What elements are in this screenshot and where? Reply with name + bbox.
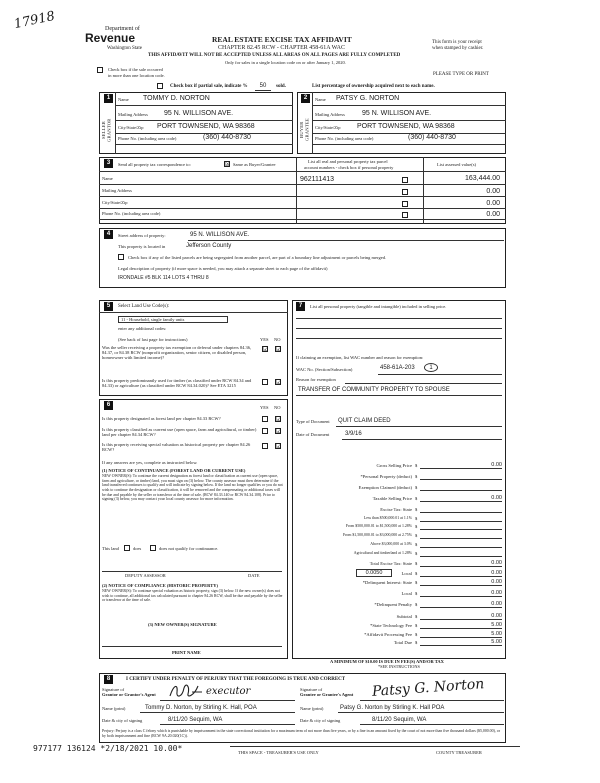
s3-mail-label: Mailing Address xyxy=(102,188,132,193)
grantee-sig-label-1: Signature of xyxy=(300,687,323,692)
segregated-label: Check box if any of the listed parcels are being segregated from another parcel, are part of a boundary line adjustment or parcels being merged. xyxy=(128,255,387,260)
parcel-personal-checkbox-1[interactable] xyxy=(402,177,408,183)
calc-label-10: Total Excise Tax: State xyxy=(369,561,412,566)
certify-text: I CERTIFY UNDER PENALTY OF PERJURY THAT THE FOREGOING IS TRUE AND CORRECT xyxy=(126,677,346,682)
treasurer-note: THIS SPACE - TREASURER'S USE ONLY xyxy=(238,750,319,755)
same-as-buyer-label: Same as Buyer/Grantee xyxy=(233,162,276,167)
calc-label-12: *Delinquent Interest: State xyxy=(362,580,412,585)
grantee-name-label: Name (print) xyxy=(300,706,324,711)
calc-label-7: From $1,500,000.01 to $3,000,000 at 2.75% xyxy=(342,533,412,537)
s3-name-label: Name xyxy=(102,176,113,181)
dept-line2: Revenue xyxy=(85,31,136,45)
dollar-sign: $ xyxy=(415,623,418,628)
calc-value-1[interactable] xyxy=(420,473,502,480)
minimum-note: A MINIMUM OF $10.00 IS DUE IN FEE(S) AND/OR TAX xyxy=(330,659,444,664)
parcel-personal-checkbox-3[interactable] xyxy=(402,201,408,207)
seller-phone-label: Phone No. (including area code) xyxy=(118,136,177,141)
wac-number[interactable]: 458-61A-203 xyxy=(380,365,415,371)
located-in-label: This property is located in xyxy=(118,244,166,249)
dollar-sign: $ xyxy=(415,614,418,619)
dollar-sign: $ xyxy=(415,516,418,521)
personal-property-label: List all personal property (tangible and intangible) included in selling price. xyxy=(310,304,447,309)
calc-label-17: *Affidavit Processing Fee xyxy=(364,632,412,637)
s6-q3-yes[interactable] xyxy=(262,443,268,449)
calc-value-17[interactable]: 5.00 xyxy=(420,631,502,638)
s6-q2-no[interactable]: ☑ xyxy=(276,428,282,435)
wac-label: WAC No. (Section/Subsection) xyxy=(296,367,353,372)
calc-value-14[interactable]: 0.00 xyxy=(420,601,502,608)
s5-question-1: Was the seller receiving a property tax exemption or deferral under chapters 84.36, 84.37, or 84.38 RCW (nonprofit organization, senior citizen, or disabled person, homeowner with limited income)? xyxy=(102,345,252,361)
land-use-label: Select Land Use Code(s): xyxy=(118,304,170,309)
seller-mail[interactable]: 95 N. WILLISON AVE. xyxy=(164,110,234,117)
buyer-city-label: City/State/Zip xyxy=(315,125,341,130)
calc-label-1: *Personal Property (deduct) xyxy=(360,474,412,479)
signature-scribble-icon xyxy=(168,682,204,700)
grantee-date-label: Date & city of signing xyxy=(300,718,341,723)
s3-city-label: City/State/Zip xyxy=(102,200,128,205)
calc-label-14: *Delinquent Penalty xyxy=(374,602,412,607)
buyer-mail[interactable]: 95 N. WILLISON AVE. xyxy=(362,110,432,117)
parcel-header-2: account numbers - check box if personal property xyxy=(304,165,394,170)
legal-desc-label: Legal description of property (if more space is needed, you may attach a separate sheet to each page of the affidavit) xyxy=(118,266,328,271)
does-qualify-checkbox[interactable] xyxy=(124,545,130,551)
print-note: PLEASE TYPE OR PRINT xyxy=(433,72,489,77)
calc-label-5: Less than $500,000.01 at 1.1% xyxy=(363,516,412,520)
calc-value-16[interactable]: 5.00 xyxy=(420,622,502,629)
dollar-sign: $ xyxy=(415,602,418,607)
doc-type[interactable]: QUIT CLAIM DEED xyxy=(338,418,391,424)
calc-value-3[interactable]: 0.00 xyxy=(420,495,502,502)
doc-date-label: Date of Document xyxy=(296,432,330,437)
s6-q3-no[interactable]: ☑ xyxy=(276,443,282,450)
seller-city-label: City/State/Zip xyxy=(118,125,144,130)
s6-ifany: If any answers are yes, complete as instructed below. xyxy=(102,460,198,465)
calc-label-3: Taxable Selling Price xyxy=(372,496,412,501)
s6-q1-no[interactable]: ☑ xyxy=(276,416,282,423)
calc-label-9: Agricultural and timberland at 1.28% xyxy=(353,551,412,555)
calc-value-4[interactable] xyxy=(420,506,502,513)
this-land-label: This land xyxy=(102,546,119,551)
segregated-checkbox[interactable] xyxy=(118,254,124,260)
parcel-header-1: List all real and personal property tax parcel xyxy=(308,159,388,164)
dollar-sign: $ xyxy=(415,542,418,547)
perjury-note: Perjury: Perjury is a class C felony which is punishable by imprisonment in the state correctional institution for a maximum term of not more than five years, or by a fine in an amount fixed by the court of not more than five thousand dollars ($5,000.00), or by both imprisonment and fine (RCW 9A.20.020(1C)). xyxy=(102,729,501,738)
does-not-label: does not qualify for continuance. xyxy=(159,546,219,551)
dept-line3: Washington State xyxy=(107,46,143,51)
new-owner-signature-label: (3) NEW OWNER(S) SIGNATURE xyxy=(148,622,217,627)
calc-value-7[interactable] xyxy=(420,532,502,539)
calc-label-2: Exemption Claimed (deduct) xyxy=(358,485,412,490)
calc-label-13: Local xyxy=(401,591,412,596)
section-8-number: 8 xyxy=(104,675,113,684)
section-2-number: 2 xyxy=(301,94,310,103)
dollar-sign: $ xyxy=(415,640,418,645)
section-3-number: 3 xyxy=(104,159,113,168)
partial-sold-label: sold. xyxy=(276,84,286,89)
dollar-sign: $ xyxy=(415,591,418,596)
corner-note: 17918 xyxy=(12,8,57,33)
instructions-note: (See back of last page for instructions) xyxy=(118,337,188,342)
see-instructions-note: *SEE INSTRUCTIONS xyxy=(378,664,420,669)
calc-label-15: Subtotal xyxy=(396,614,412,619)
s6-q2-yes[interactable] xyxy=(262,428,268,434)
assessed-header: List assessed value(s) xyxy=(437,162,476,167)
calc-label-18: Total Due xyxy=(393,640,412,645)
s5-q1-no[interactable]: ☑ xyxy=(276,346,282,353)
seller-name-label: Name xyxy=(118,97,129,102)
section-6 xyxy=(99,399,288,659)
s6-q1-yes[interactable] xyxy=(262,416,268,422)
grantee-name[interactable]: Patsy G. Norton by Stirling K. Hall POA xyxy=(340,705,445,711)
calc-value-12[interactable]: 0.00 xyxy=(420,579,502,586)
assessed-value-1[interactable]: 163,444.00 xyxy=(464,175,500,182)
s5-yes-label: YES xyxy=(260,337,269,342)
notice2-text: NEW OWNER(S): To continue special valuation as historic property, sign (3) below. If the new owner(s) does not wish to continue, all additional tax calculated pursuant to chapter 84.26 RCW, shall be due and payable by the seller or transferor at the time of sale. xyxy=(102,589,283,603)
doc-date[interactable]: 3/9/16 xyxy=(345,431,362,437)
s5-q2-no[interactable]: ☑ xyxy=(276,379,282,386)
county[interactable]: Jefferson County xyxy=(186,243,232,249)
land-use-code[interactable]: 11 - Household, single family units xyxy=(118,316,228,323)
receipt-note-1: This form is your receipt xyxy=(432,40,482,45)
calc-label-16: *State Technology Fee xyxy=(370,623,412,628)
calc-label-6: From $500,000.01 to $1,500,000 at 1.28% xyxy=(345,524,412,528)
dollar-sign: $ xyxy=(415,571,418,576)
dollar-sign: $ xyxy=(415,463,418,468)
partial-sale-percent[interactable]: 50 xyxy=(255,83,271,91)
grantee-date[interactable]: 8/11/20 Sequim, WA xyxy=(372,717,427,723)
buyer-name-label: Name xyxy=(315,97,326,102)
section-1-number: 1 xyxy=(104,94,113,103)
does-label: does xyxy=(133,546,142,551)
s5-q2-yes[interactable] xyxy=(262,379,268,385)
exemption-label: If claiming an exemption, list WAC number and reason for exemption: xyxy=(296,355,424,360)
single-location-note: Only for sales in a single location code on or after January 1, 2020. xyxy=(225,60,346,65)
section-5-number: 5 xyxy=(104,302,113,311)
s6-yes-label: YES xyxy=(260,405,269,410)
parcel-personal-checkbox-2[interactable] xyxy=(402,189,408,195)
dollar-sign: $ xyxy=(415,474,418,479)
multi-location-checkbox[interactable] xyxy=(97,67,103,73)
dollar-sign: $ xyxy=(415,507,418,512)
grantor-name[interactable]: Tommy D. Norton, by Stirling K. Hall, POA xyxy=(145,705,257,711)
dollar-sign: $ xyxy=(415,496,418,501)
buyer-side-label: BUYER GRANTEE xyxy=(299,118,310,142)
grantee-signature[interactable]: Patsy G. Norton xyxy=(371,676,485,700)
calc-value-2[interactable] xyxy=(420,484,502,491)
s3-phone-label: Phone No. (including area code) xyxy=(102,211,161,216)
notice1-text: NEW OWNER(S): To continue the current designation as forest land or classification as current use (open space, farm and agriculture, or timber) land, you must sign on (3) below. The county assessor must then determine if the land transferred continues to qualify and will indicate by signing below. If the land no longer qualifies or you do not wish to continue the designation or classification, it will be removed and the compensating or additional taxes will be due and payable by the seller or transferor at the time of sale. (RCW 84.33.140 or RCW 84.34.108). Prior to signing (3) below, you may contact your local county assessor for more information. xyxy=(102,474,283,502)
legal-description[interactable]: IRONDALE #5 BLK 114 LOTS 4 THRU 8 xyxy=(118,275,209,281)
form-warning: THIS AFFIDAVIT WILL NOT BE ACCEPTED UNLESS ALL AREAS ON ALL PAGES ARE FULLY COMPLETED xyxy=(148,53,401,58)
s6-no-label: NO xyxy=(274,405,281,410)
dollar-sign: $ xyxy=(415,632,418,637)
assessed-value-3[interactable]: 0.00 xyxy=(486,200,500,207)
receipt-note-2: when stamped by cashier. xyxy=(432,46,484,51)
grantor-signature-mark xyxy=(168,682,204,700)
section-6-number: 6 xyxy=(104,401,113,410)
dollar-sign: $ xyxy=(415,485,418,490)
section-4-number: 4 xyxy=(104,230,113,239)
calc-label-11: Local xyxy=(401,571,412,576)
local-rate[interactable]: 0.0050 xyxy=(356,569,392,577)
wac-subsection[interactable]: 1 xyxy=(424,363,438,372)
deputy-assessor-label: DEPUTY ASSESSOR xyxy=(125,573,166,578)
grantor-sig-label-1: Signature of xyxy=(102,687,125,692)
grantee-sig-label-2: Grantee or Grantee's Agent xyxy=(300,692,354,697)
county-treasurer-label: COUNTY TREASURER xyxy=(436,750,482,755)
additional-codes-label: enter any additional codes: xyxy=(118,326,167,331)
multi-location-label-2: in more than one location code. xyxy=(108,73,165,78)
buyer-city[interactable]: PORT TOWNSEND, WA 98368 xyxy=(357,123,455,130)
seller-city[interactable]: PORT TOWNSEND, WA 98368 xyxy=(157,123,255,130)
partial-sale-label: Check box if partial sale, indicate % xyxy=(170,84,248,89)
street-address-label: Street address of property: xyxy=(118,233,166,238)
s5-q1-yes[interactable]: ☑ xyxy=(263,346,269,353)
seller-phone[interactable]: (360) 440-8730 xyxy=(203,134,251,141)
calc-value-11[interactable]: 0.00 xyxy=(420,570,502,577)
form-title: REAL ESTATE EXCISE TAX AFFIDAVIT xyxy=(212,35,352,44)
parcel-number[interactable]: 962111413 xyxy=(300,176,334,183)
seller-side-label: SELLER GRANTOR xyxy=(101,118,112,142)
calc-value-10[interactable]: 0.00 xyxy=(420,560,502,567)
partial-sale-checkbox[interactable] xyxy=(157,83,163,89)
calc-label-8: Above $3,000,000 at 3.0% xyxy=(370,542,412,546)
grantor-sig-label-2: Grantor or Grantor's Agent xyxy=(102,692,156,697)
date-label: DATE xyxy=(248,573,260,578)
s6-question-1: Is this property designated as forest land per chapter 84.33 RCW? xyxy=(102,416,221,421)
buyer-mail-label: Mailing Address xyxy=(315,112,345,117)
s6-question-3: Is this property receiving special valuation as historical property per chapter 84.26 RCW? xyxy=(102,442,251,453)
calc-value-5[interactable] xyxy=(420,515,502,522)
dollar-sign: $ xyxy=(415,561,418,566)
seller-name[interactable]: TOMMY D. NORTON xyxy=(143,95,210,102)
assessed-value-2[interactable]: 0.00 xyxy=(486,188,500,195)
buyer-phone[interactable]: (360) 440-8730 xyxy=(408,134,456,141)
calc-value-15[interactable]: 0.00 xyxy=(420,613,502,620)
assessed-value-4[interactable]: 0.00 xyxy=(486,211,500,218)
calc-label-0: Gross Selling Price xyxy=(376,463,412,468)
does-not-qualify-checkbox[interactable] xyxy=(150,545,156,551)
buyer-name[interactable]: PATSY G. NORTON xyxy=(336,95,400,102)
ownership-list-label: List percentage of ownership acquired next to each name. xyxy=(312,84,435,89)
section-7-number: 7 xyxy=(296,302,305,311)
dept-line1: Department of xyxy=(105,26,140,32)
doc-type-label: Type of Document xyxy=(296,419,330,424)
dollar-sign: $ xyxy=(415,524,418,529)
grantor-date[interactable]: 8/11/20 Sequim, WA xyxy=(168,717,223,723)
s5-no-label: NO xyxy=(274,337,281,342)
calc-value-9[interactable] xyxy=(420,550,502,557)
same-as-buyer-checkbox[interactable]: ☒ xyxy=(225,161,231,168)
send-correspondence-label: Send all property tax correspondence to: xyxy=(118,162,191,167)
form-subtitle: CHAPTER 82.45 RCW - CHAPTER 458-61A WAC xyxy=(218,45,345,51)
calc-value-8[interactable] xyxy=(420,541,502,548)
dollar-sign: $ xyxy=(415,580,418,585)
grantor-name-label: Name (print) xyxy=(102,706,126,711)
calc-value-0[interactable]: 0.00 xyxy=(420,462,502,469)
notice2-header: (2) NOTICE OF COMPLIANCE (HISTORIC PROPERTY) xyxy=(102,583,218,588)
reason-label: Reason for exemption xyxy=(296,377,336,382)
recording-stamp: 977177 136124 *2/18/2021 10.00* xyxy=(33,744,183,753)
street-address[interactable]: 95 N. WILLISON AVE. xyxy=(190,232,250,238)
notice1-header: (1) NOTICE OF CONTINUANCE (FOREST LAND OR CURRENT USE) xyxy=(102,468,246,473)
calc-value-18[interactable]: 5.00 xyxy=(420,639,502,646)
print-name-label: PRINT NAME xyxy=(172,650,201,655)
calc-label-4: Excise Tax: State xyxy=(380,507,412,512)
calc-value-6[interactable] xyxy=(420,523,502,530)
grantor-date-label: Date & city of signing xyxy=(102,718,143,723)
s6-question-2: Is this property classified as current use (open space, farm and agricultural, or timber) land per chapter 84.34 RCW? xyxy=(102,427,257,438)
calc-value-13[interactable]: 0.00 xyxy=(420,590,502,597)
s5-question-2: Is this property predominantly used for timber (as classified under RCW 84.34 and 84.33) or agriculture (as classified under RCW 84.34.020)? See ETA 3215 xyxy=(102,378,252,389)
multi-location-label-1: Check box if the sale occurred xyxy=(108,67,163,72)
seller-mail-label: Mailing Address xyxy=(118,112,148,117)
dollar-sign: $ xyxy=(415,551,418,556)
exemption-reason[interactable]: TRANSFER OF COMMUNITY PROPERTY TO SPOUSE xyxy=(298,387,450,393)
grantor-signature[interactable]: executor xyxy=(206,686,251,697)
parcel-personal-checkbox-4[interactable] xyxy=(402,212,408,218)
buyer-phone-label: Phone No. (including area code) xyxy=(315,136,374,141)
dollar-sign: $ xyxy=(415,533,418,538)
